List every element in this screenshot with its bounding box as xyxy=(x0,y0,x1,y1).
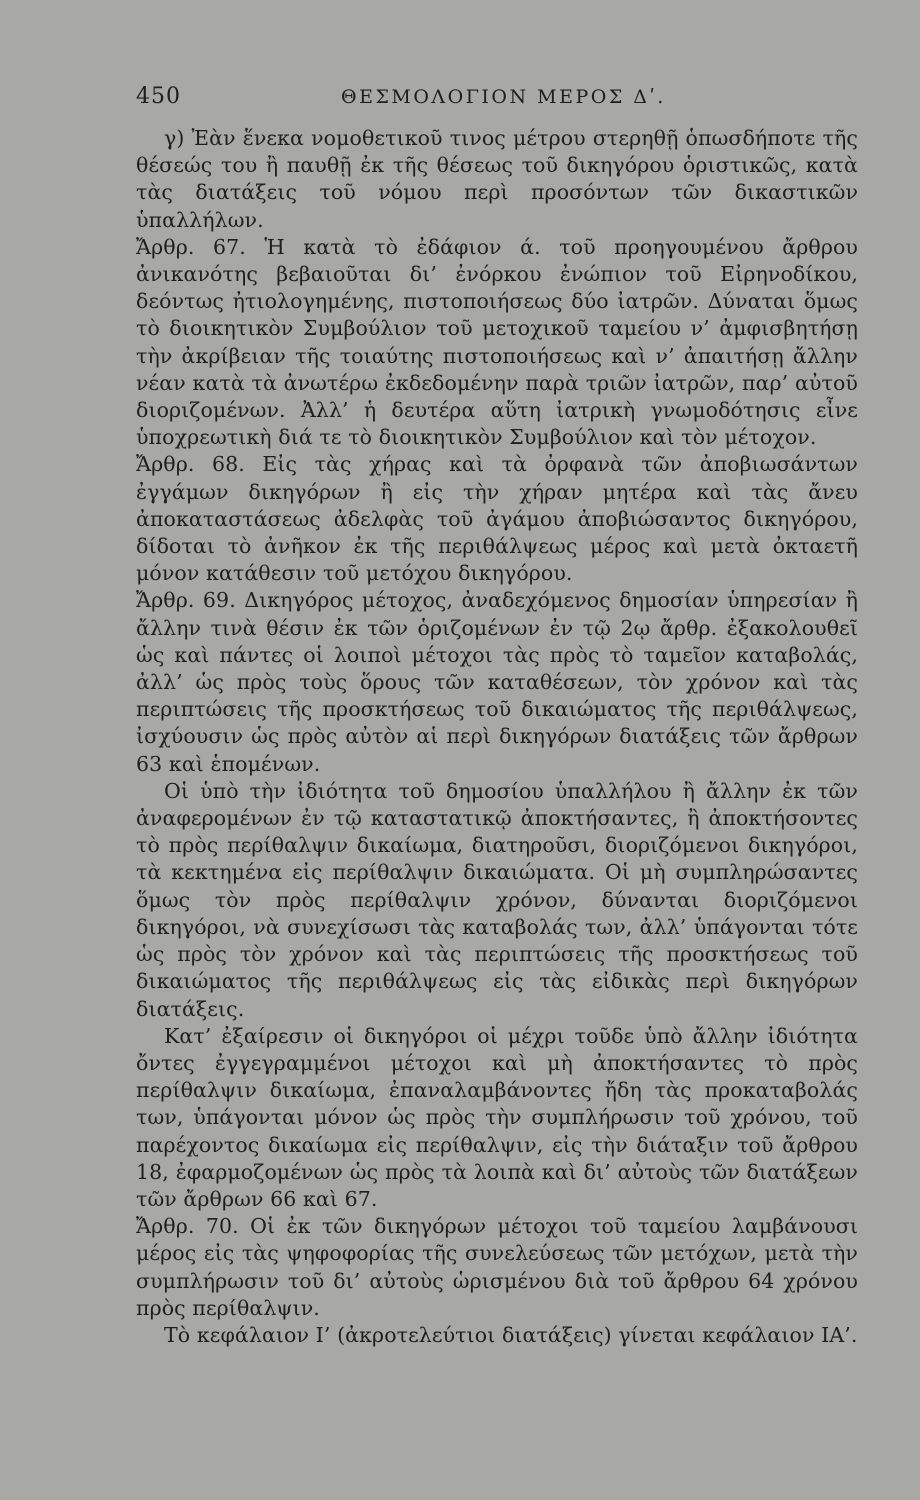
paragraph-gamma: γ) Ἐὰν ἕνεκα νομοθετικοῦ τινος μέτρου στερηθῇ ὁπωσδήποτε τῆς θέσεώς του ἢ παυθῇ ἐκ τῆς θέσεως τοῦ δικηγόρου ὁριστικῶς, κατὰ τὰς διατάξεις τοῦ νόμου περὶ προσόντων τῶν δικαστικῶν ὑπαλλήλων. xyxy=(136,126,858,232)
paragraph-article-70: Ἄρθρ. 70. Οἱ ἐκ τῶν δικηγόρων μέτοχοι τοῦ ταμείου λαμβάνουσι μέρος εἰς τὰς ψηφοφορίας τῆς συνελεύσεως τῶν μετόχων, μετὰ τὴν συμπλήρωσιν τοῦ δι’ αὐτοὺς ὡρισμένου διὰ τοῦ ἄρθρου 64 χρόνου πρὸς περίθαλψιν. xyxy=(136,1214,858,1320)
paragraph-article-68: Ἄρθρ. 68. Εἰς τὰς χήρας καὶ τὰ ὀρφανὰ τῶν ἀποβιωσάντων ἐγγάμων δικηγόρων ἢ εἰς τὴν χήραν μητέρα καὶ τὰς ἄνευ ἀποκαταστάσεως ἀδελφὰς τοῦ ἀγάμου ἀποβιώσαντος δικηγόρου, δίδοται τὸ ἀνῆκον ἐκ τῆς περιθάλψεως μέρος καὶ μετὰ ὀκταετῆ μόνον κατάθεσιν τοῦ μετόχου δικηγόρου. xyxy=(136,452,858,586)
body-text xyxy=(136,125,858,1349)
page-header xyxy=(136,84,858,114)
paragraph-chapter-renumbering: Τὸ κεφάλαιον Ι’ (ἀκροτελεύτιοι διατάξεις) γίνεται κεφάλαιον ΙΑ’. xyxy=(164,1322,858,1347)
page-number: 450 xyxy=(136,84,181,109)
running-title: ΘΕΣΜΟΛΟΓΙΟΝ ΜΕΡΟΣ Δʹ. xyxy=(341,86,666,108)
paragraph-article-69: Ἄρθρ. 69. Δικηγόρος μέτοχος, ἀναδεχόμενος δημοσίαν ὑπηρεσίαν ἢ ἄλλην τινὰ θέσιν ἐκ τῶν ὁριζομένων ἐν τῷ 2ῳ ἄρθρ. ἐξακολουθεῖ ὡς καὶ πάντες οἱ λοιποὶ μέτοχοι τὰς πρὸς τὸ ταμεῖον καταβολάς, ἀλλ’ ὡς πρὸς τοὺς ὅρους τῶν καταθέσεων, τὸν χρόνον καὶ τὰς περιπτώσεις τῆς προσκτήσεως τοῦ δικαιώματος τῆς περιθάλψεως, ἰσχύουσιν ὡς πρὸς αὐτὸν αἱ περὶ δικηγόρων διατάξεις τῶν ἄρθρων 63 καὶ ἑπομένων. xyxy=(136,588,858,776)
paragraph-article-69-civil-servants: Οἱ ὑπὸ τὴν ἰδιότητα τοῦ δημοσίου ὑπαλλήλου ἢ ἄλλην ἐκ τῶν ἀναφερομένων ἐν τῷ καταστατικῷ ἀποκτήσαντες, ἢ ἀποκτήσοντες τὸ πρὸς περίθαλψιν δικαίωμα, διατηροῦσι, διοριζόμενοι δικηγόροι, τὰ κεκτημένα εἰς περίθαλψιν δικαιώματα. Οἱ μὴ συμπληρώσαντες ὅμως τὸν πρὸς περίθαλψιν χρόνον, δύνανται διοριζόμενοι δικηγόροι, νὰ συνεχίσωσι τὰς καταβολάς των, ἀλλ’ ὑπάγονται τότε ὡς πρὸς τὸν χρόνον καὶ τὰς περιπτώσεις τῆς προσκτήσεως τοῦ δικαιώματος τῆς περιθάλψεως εἰς τὰς εἰδικὰς περὶ δικηγόρων διατάξεις. xyxy=(136,778,858,1021)
paragraph-article-69-exception: Κατ’ ἐξαίρεσιν οἱ δικηγόροι οἱ μέχρι τοῦδε ὑπὸ ἄλλην ἰδιότητα ὄντες ἐγγεγραμμένοι μέτοχοι καὶ μὴ ἀποκτήσαντες τὸ πρὸς περίθαλψιν δικαίωμα, ἐπαναλαμβάνοντες ἤδη τὰς προκαταβολάς των, ὑπάγονται μόνον ὡς πρὸς τὴν συμπλήρωσιν τοῦ χρόνου, τοῦ παρέχοντος δικαίωμα εἰς περίθαλψιν, εἰς τὴν διάταξιν τοῦ ἄρθρου 18, ἐφαρμοζομένων ὡς πρὸς τὰ λοιπὰ καὶ δι’ αὐτοὺς τῶν διατάξεων τῶν ἄρθρων 66 καὶ 67. xyxy=(136,1023,858,1211)
paragraph-article-67: Ἄρθρ. 67. Ἡ κατὰ τὸ ἐδάφιον ά. τοῦ προηγουμένου ἄρθρου ἀνικανότης βεβαιοῦται δι’ ἐνόρκου ἐνώπιον τοῦ Εἰρηνοδίκου, δεόντως ἠτιολογημένης, πιστοποιήσεως δύο ἰατρῶν. Δύναται ὅμως τὸ διοικητικὸν Συμβούλιον τοῦ μετοχικοῦ ταμείου ν’ ἀμφισβητήσῃ τὴν ἀκρίβειαν τῆς τοιαύτης πιστοποιήσεως καὶ ν’ ἀπαιτήσῃ ἄλλην νέαν κατὰ τὰ ἀνωτέρω ἐκδεδομένην παρὰ τριῶν ἰατρῶν, παρ’ αὐτοῦ διοριζομένων. Ἀλλ’ ἡ δευτέρα αὕτη ἰατρικὴ γνωμοδότησις εἶνε ὑποχρεωτικὴ διά τε τὸ διοικητικὸν Συμβούλιον καὶ τὸν μέτοχον. xyxy=(136,234,858,450)
